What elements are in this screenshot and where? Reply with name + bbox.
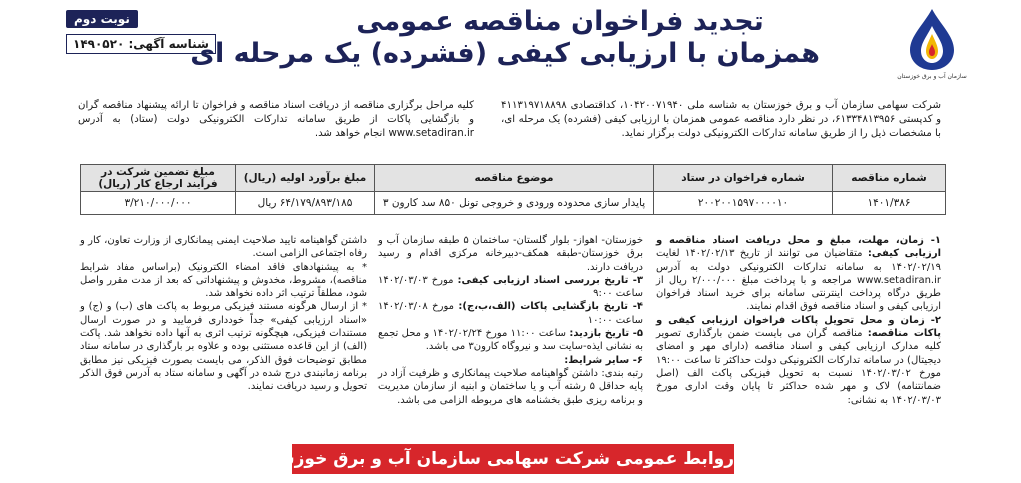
col-header-guarantee: مبلغ تضمین شرکت در فرآیند ارجاع کار (ریال) (81, 165, 236, 192)
section-heading: ۳- تاریخ بررسی اسناد ارزیابی کیفی: (457, 274, 643, 286)
table-header-row (81, 165, 946, 192)
section-paragraph (378, 234, 643, 274)
ad-info-box (66, 10, 236, 54)
section-text: خوزستان- اهواز- بلوار گلستان- ساختمان ۵ طبقه سازمان آب و برق خوزستان-طبقه همکف-دبیرخانه مرکزی اقدام و رسید دریافت دارند. (378, 235, 644, 273)
col-header-tender-number: شماره مناقصه (833, 165, 946, 192)
section-paragraph (80, 300, 367, 393)
col-header-estimate: مبلغ برآورد اولیه (ریال) (236, 165, 375, 192)
intro-paragraph-company: شرکت سهامی سازمان آب و برق خوزستان به شناسه ملی ۱۰۴۲۰۰۷۱۹۴۰، کداقتصادی ۴۱۱۳۱۹۷۱۸۸۹۸ و کدپستی ۶۱۳۳۴۸۱۳۹۵۶، در نظر دارد مناقصه عمومی همزمان با ارزیابی کیفی (فشرده) یک مرحله ای، با مشخصات ذیل را از طریق سامانه تدارکات الکترونیکی دولت برگزار نماید. (501, 100, 941, 139)
section-text: متقاضیان می توانند از تاریخ ۱۴۰۲/۰۲/۱۳ لغایت ۱۴۰۲/۰۲/۱۹ به سامانه تدارکات الکترونیکی دولت به آدرس www.setadiran.ir مراجعه و با پرداخت مبلغ ۲/۰۰۰/۰۰۰ ریال از طریق درگاه پرداخت اینترنتی سامانه برای خرید اسناد فراخوان ارزیابی کیفی و اسناد مناقصه فوق اقدام نمایند. (656, 248, 941, 313)
tender-table (80, 164, 946, 215)
section-text: * به پیشنهادهای فاقد امضاء الکترونیک (براساس مفاد شرایط مناقصه)، مشروط، مخدوش و پیشنهاداتی که بعد از مدت مقرر واصل شود، مطلقاً ترتیب اثر داده نخواهد شد. (80, 261, 367, 300)
section-text: ساعت ۱۱:۰۰ مورخ ۱۴۰۲/۰۲/۲۴ و محل تجمع به نشانی ایذه-سایت سد و نیروگاه کارون۳ می باشد. (378, 328, 643, 353)
section-heading: ۱- زمان، مهلت، مبلغ و محل دریافت اسناد مناقصه و ارزیابی کیفی: (656, 235, 941, 260)
cell-estimate: ۶۴/۱۷۹/۸۹۳/۱۸۵ ریال (236, 192, 375, 215)
section-text: رتبه بندی: داشتن گواهینامه صلاحیت پیمانکاری و ظرفیت آزاد در پایه حداقل ۵ رشته آب و یا ساختمان و ابنیه از سازمان مدیریت و برنامه ریزی طبق بخشنامه های مربوطه الزامی می باشد. (378, 367, 643, 406)
section-text: مورخ ۱۴۰۲/۰۳/۰۸ ساعت ۱۰:۰۰ (378, 301, 643, 326)
intro-paragraph-process: کلیه مراحل برگزاری مناقصه از دریافت اسناد مناقصه و فراخوان تا ارائه پیشنهاد مناقصه گران و بازگشایی پاکات از طریق سامانه تدارکات الکترونیکی دولت (ستاد) به آدرس www.setadiran.ir انجام خواهد شد. (78, 100, 474, 139)
section-text: داشتن گواهینامه تایید صلاحیت ایمنی پیمانکاری از وزارت تعاون، کار و رفاه اجتماعی الزامی است. (80, 235, 367, 260)
section-paragraph (378, 300, 643, 327)
section-paragraph (378, 274, 643, 301)
table-row (81, 192, 946, 215)
public-relations-footer: روابط عمومی شرکت سهامی سازمان آب و برق خوزستان (292, 444, 734, 474)
body-column-right (656, 234, 941, 407)
section-paragraph (656, 234, 941, 314)
section-paragraph (80, 234, 367, 261)
round-badge: نوبت دوم (66, 10, 138, 28)
section-paragraph (80, 261, 367, 301)
logo-caption: سازمان آب و برق خوزستان (897, 73, 967, 80)
section-text: مورخ ۱۴۰۲/۰۳/۰۳ ساعت ۹:۰۰ (378, 274, 643, 300)
cell-guarantee: ۳/۲۱۰/۰۰۰/۰۰۰ (81, 192, 236, 215)
cell-tender-number: ۱۴۰۱/۳۸۶ (833, 192, 946, 215)
section-heading: ۲- زمان و محل تحویل پاکات فراخوان ارزیابی کیفی و پاکات مناقصه: (656, 314, 941, 340)
section-text: * از ارسال هرگونه مستند فیزیکی مربوط به پاکت های (ب) و (ج) و «اسناد ارزیابی کیفی» جداً خودداری فرمایید و در صورت ارسال مستندات فیزیکی، هیچگونه ترتیب اثری به آنها داده نخواهد شد. پاکت (الف) از این قاعده مستثنی بوده و علاوه بر بارگذاری در سامانه ستاد مطابق توضیحات فوق الذکر، می بایست بصورت فیزیکی نیز مطابق برنامه زمانبندی درج شده در آگهی و سامانه ستاد به آدرس فوق الذکر تحویل و رسید دریافت نمایند. (80, 301, 367, 393)
col-header-setad-number: شماره فراخوان در ستاد (654, 165, 833, 192)
section-heading: ۵- تاریخ بازدید: (569, 328, 644, 340)
cell-subject: پایدار سازی محدوده ورودی و خروجی تونل ۸۵۰ سد کارون ۳ (375, 192, 654, 215)
section-paragraph (378, 327, 643, 354)
section-paragraph (378, 354, 643, 367)
page-subtitle: همزمان با ارزیابی کیفی (فشرده) یک مرحله ای (190, 38, 820, 70)
section-heading: ۶- سایر شرایط: (564, 354, 643, 366)
section-paragraph (378, 367, 643, 407)
body-column-left (80, 234, 367, 394)
ad-id-label: شناسه آگهی: ۱۴۹۰۵۲۰ (66, 34, 216, 54)
title-block (190, 6, 820, 71)
water-drop-flame-icon (896, 6, 968, 72)
section-text: مناقصه گران می بایست ضمن بارگذاری تصویر کلیه مدارک ارزیابی کیفی و اسناد مناقصه (دارای مهر و امضای دیجیتال) در سامانه تدارکات الکترونیکی دولت حداکثر تا ساعت ۱۹:۰۰ مورخ ۱۴۰۲/۰۳/۰۲ نسبت به تحویل فیزیکی پاکت الف (اصل ضمانتنامه) لاک و مهر شده حداکثر تا پایان وقت اداری مورخ ۱۴۰۲/۰۳/۰۳ به نشانی: (656, 328, 941, 406)
cell-setad-number: ۲۰۰۲۰۰۱۵۹۷۰۰۰۰۱۰ (654, 192, 833, 215)
page-title: تجدید فراخوان مناقصه عمومی (356, 6, 764, 37)
organization-logo (877, 6, 987, 88)
body-column-middle (378, 234, 643, 407)
col-header-subject: موضوع مناقصه (375, 165, 654, 192)
section-heading: ۴- تاریخ بازگشایی پاکات (الف،ب،ج): (458, 301, 643, 313)
section-paragraph (656, 314, 941, 407)
